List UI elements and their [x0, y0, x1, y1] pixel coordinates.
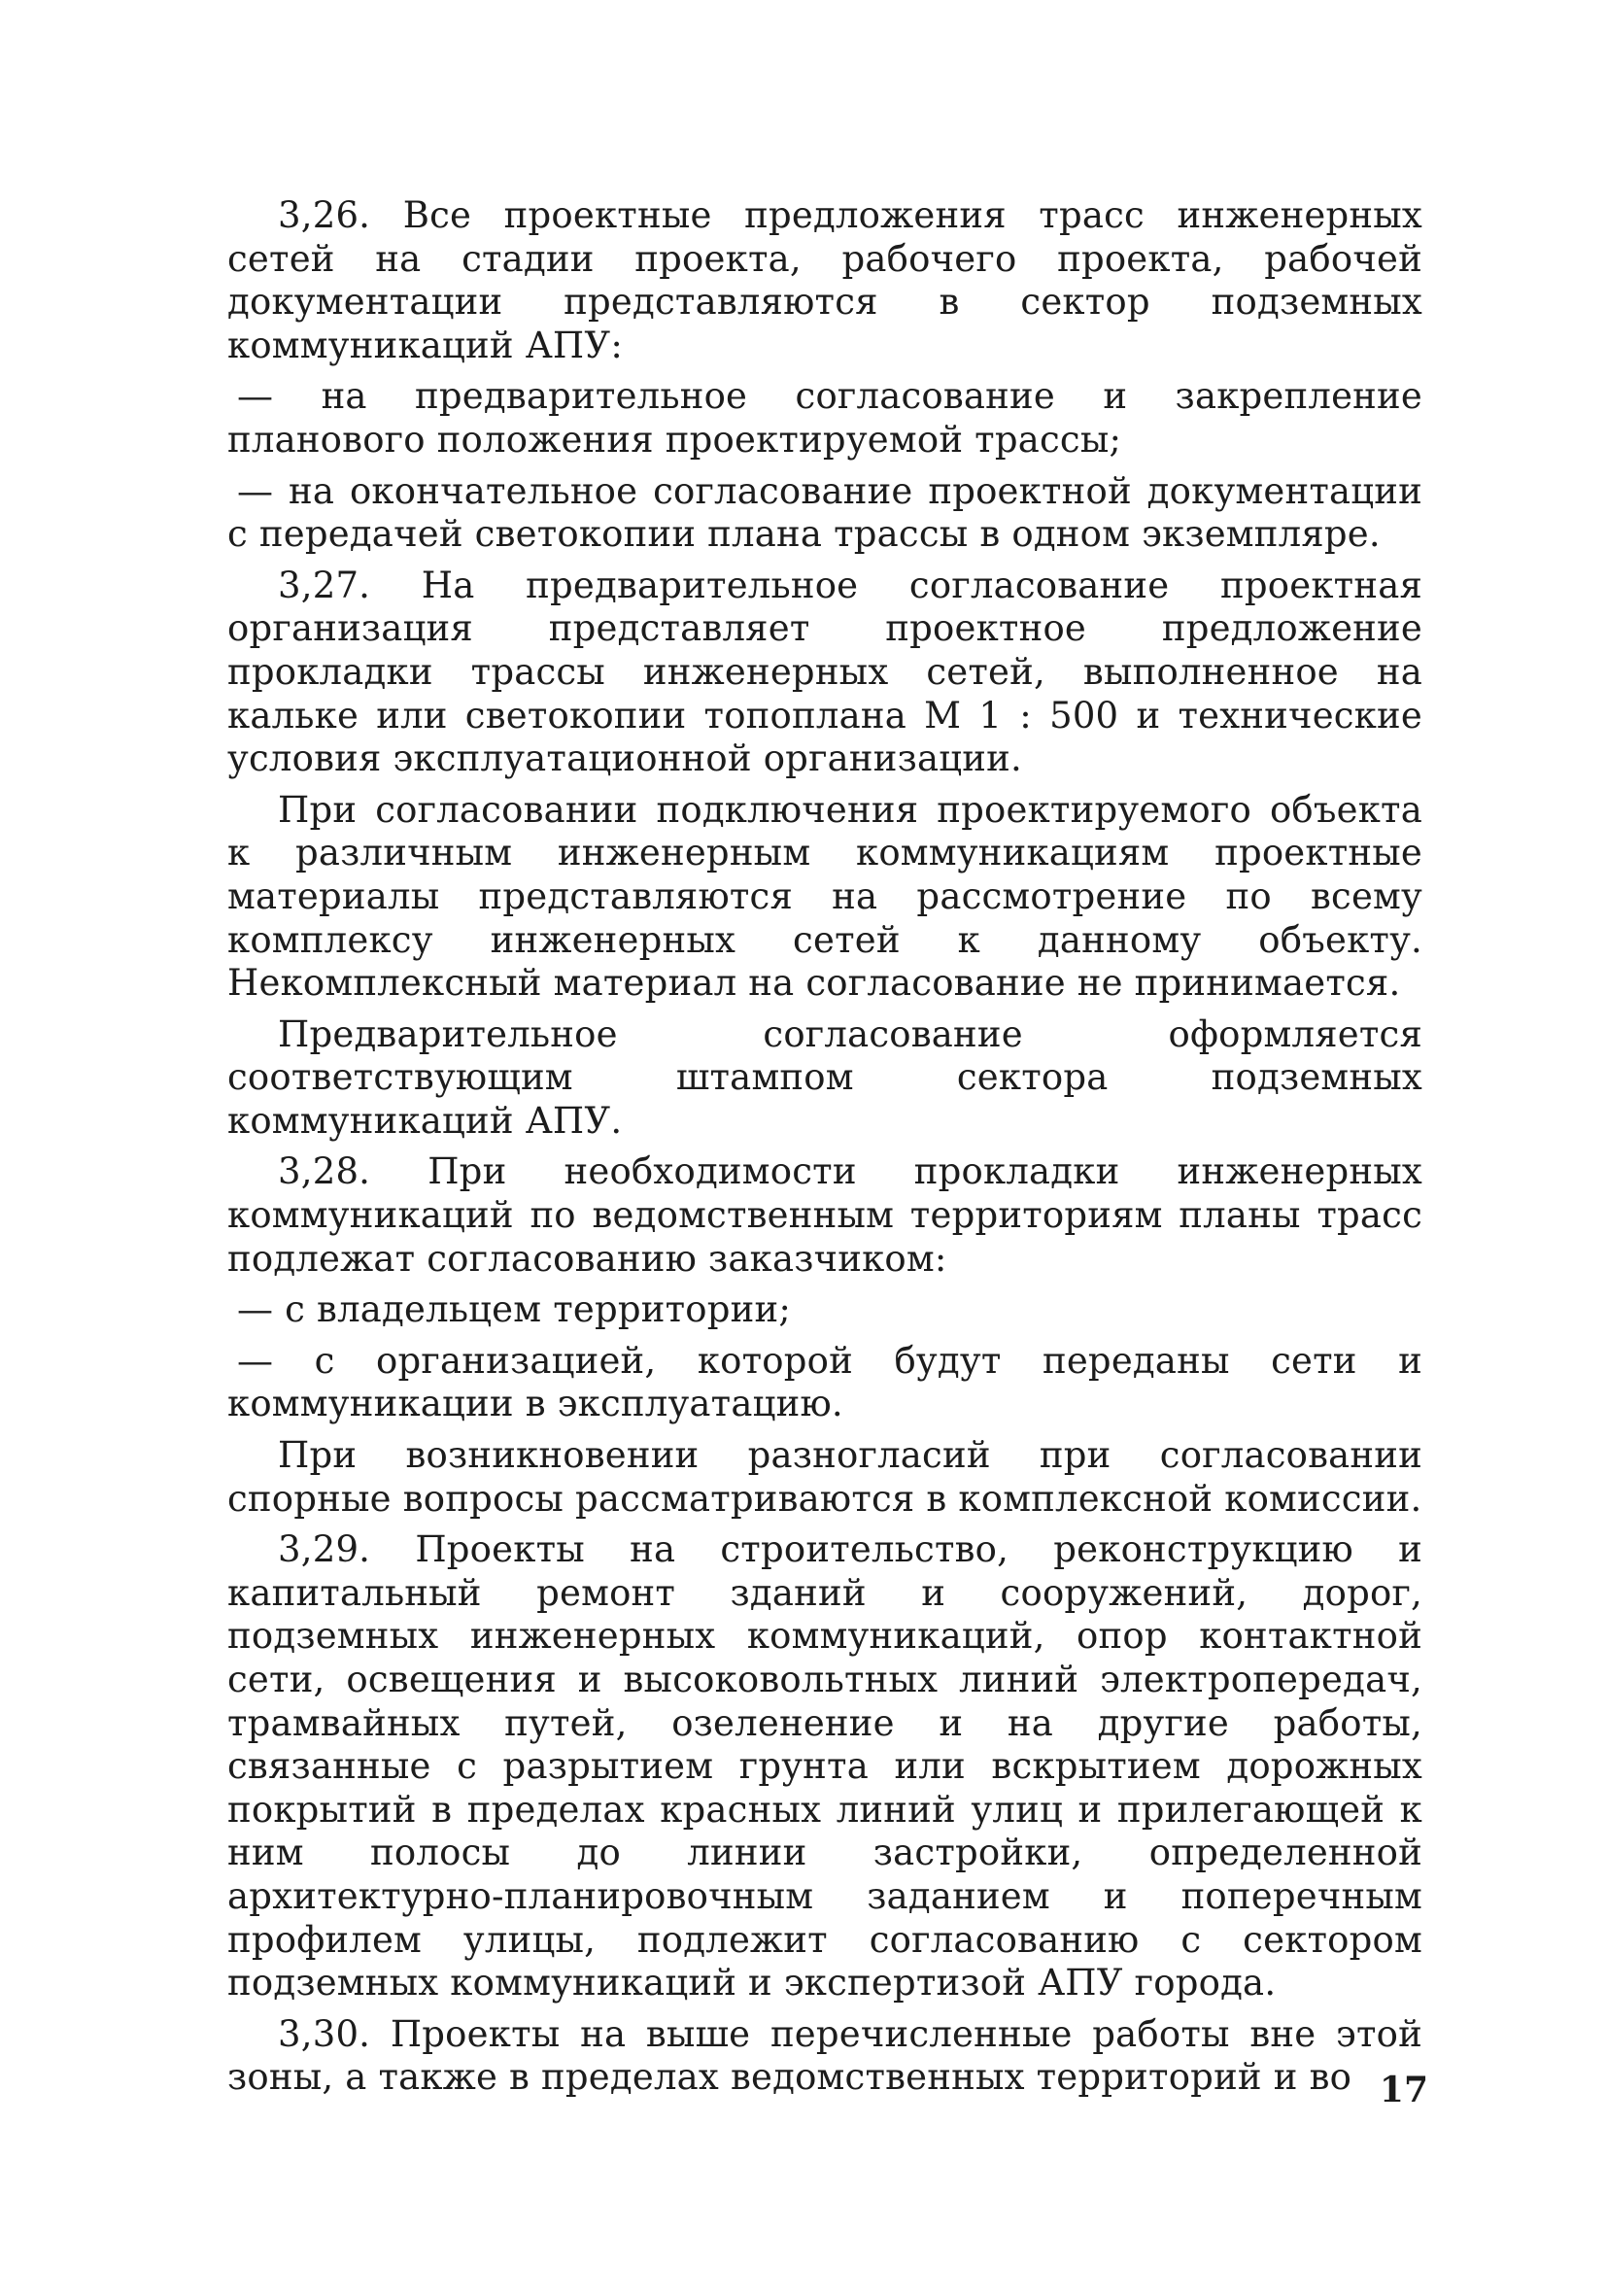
paragraph-3-27: 3,27. На предварительное согласование проектная организация представляет проектное предложение прокладки трассы инженерных сетей, выполненное на кальке или светокопии топоплана М 1 : 500 и технические условия эксплуатационной организации.	[227, 564, 1422, 780]
list-item-territory-owner: — с владельцем территории;	[237, 1288, 792, 1331]
paragraph-stamp: Предварительное согласование оформляется соответствующим штампом сектора подземных коммуникаций АПУ.	[227, 1012, 1422, 1142]
paragraph-disagreements: При возникновении разногласий при согласовании спорные вопросы рассматриваются в комплексной комиссии.	[227, 1434, 1422, 1520]
list-item-operating-organization: — с организацией, которой будут переданы сети и коммуникации в эксплуатацию.	[227, 1339, 1422, 1425]
paragraph-3-26: 3,26. Все проектные предложения трасс инженерных сетей на стадии проекта, рабочего проекта, рабочей документации представляются в сектор подземных коммуникаций АПУ:	[227, 194, 1422, 366]
page-number: 17	[1379, 2070, 1428, 2110]
paragraph-3-28: 3,28. При необходимости прокладки инженерных коммуникаций по ведомственным территориям планы трасс подлежат согласованию заказчиком:	[227, 1150, 1422, 1280]
paragraph-3-29: 3,29. Проекты на строительство, реконструкцию и капитальный ремонт зданий и сооружений, дорог, подземных инженерных коммуникаций, опор контактной сети, освещения и высоковольтных линий электропередач, трамвайных путей, озеленение и на другие работы, связанные с разрытием грунта или вскрытием дорожных покрытий в пределах красных линий улиц и прилегающей к ним полосы до линии застройки, определенной архитектурно-планировочным заданием и поперечным профилем улицы, подлежит согласованию с сектором подземных коммуникаций и экспертизой АПУ города.	[227, 1528, 1422, 2005]
list-item-preliminary-approval: — на предварительное согласование и закрепление планового положения проектируемой трассы;	[227, 375, 1422, 461]
body-text	[227, 194, 1422, 2108]
paragraph-3-30: 3,30. Проекты на выше перечисленные работы вне этой зоны, а также в пределах ведомственных территорий и во	[227, 2012, 1422, 2099]
list-item-final-approval: — на окончательное согласование проектной документации с передачей светокопии плана трассы в одном экземпляре.	[227, 469, 1422, 556]
paragraph-connection-approval: При согласовании подключения проектируемого объекта к различным инженерным коммуникациям проектные материалы представляются на рассмотрение по всему комплексу инженерных сетей к данному объекту. Некомплексный материал на согласование не принимается.	[227, 788, 1422, 1005]
